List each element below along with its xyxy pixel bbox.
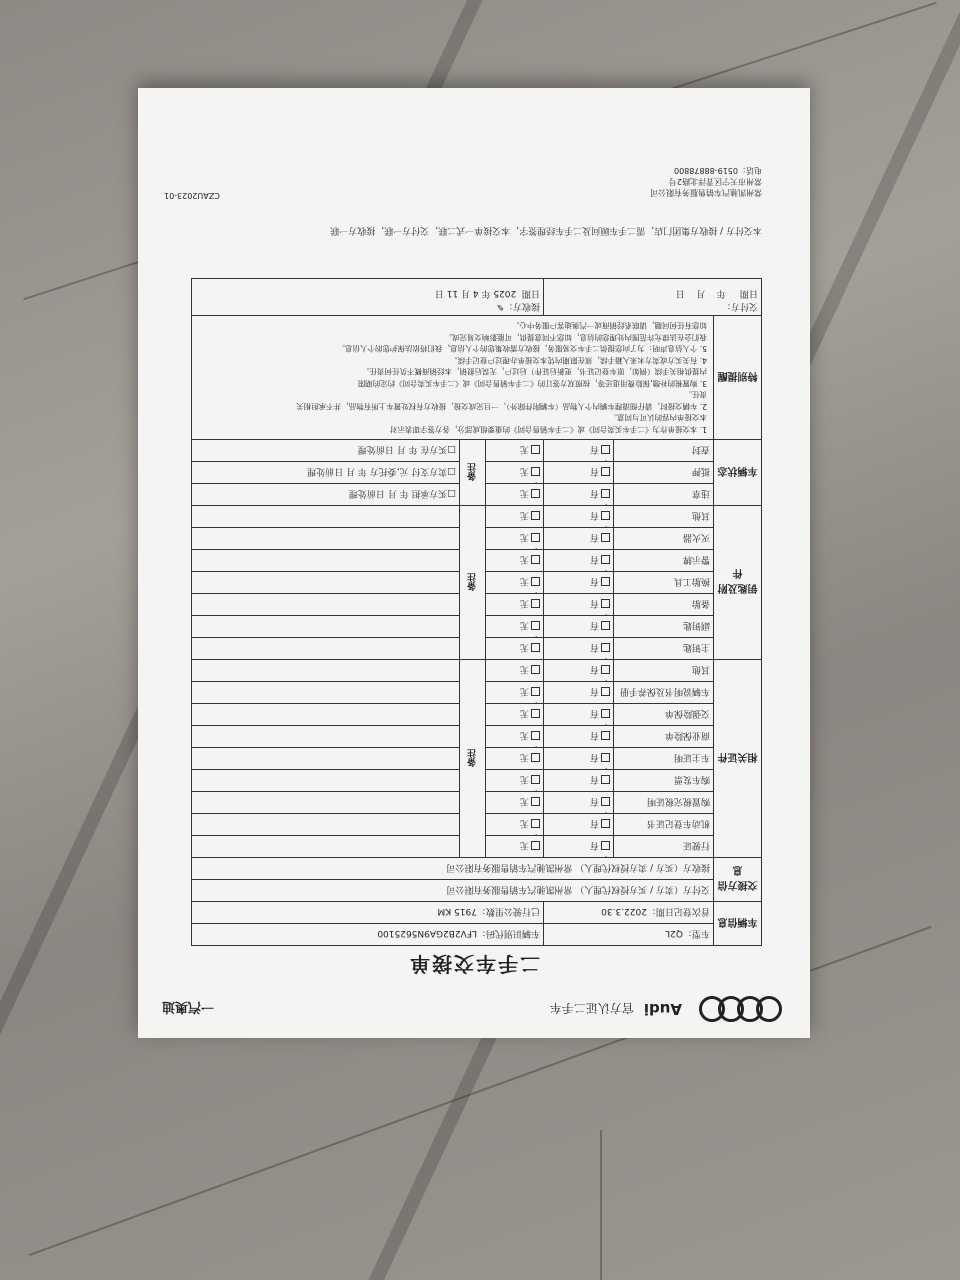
reminder-line: 我们会在法律允许范围内处理您的信息，如您不同意提供，可能影响交易完成。 [444,333,707,342]
brand-name: Audi [643,1000,682,1018]
reminder-line: 责任。 [684,390,707,400]
item-label: 抵押 [614,462,714,484]
section-label: 相关证件 [714,660,762,858]
vin-label: 车辆识别代码： [476,928,540,938]
reminder-text [191,316,713,440]
reminder-line: 2. 车辆交接时，请仔细清理车辆内个人物品（车辆附件除外），一旦完成交接，接收方有权处置车上所有物品，并不承担相关 [296,402,707,411]
reminder-line: 3. 购置税的补缴,保险费用退还等，按照双方签订的《二手车销售合同》或《二手车买卖合同》约定的期限 [357,379,707,388]
yes-option[interactable]: 有 [544,616,614,638]
deliver-value: 常州凯驰汽车销售服务有限公司 [446,884,573,894]
first-reg-label: 首次登记日期： [646,906,710,916]
reminder-line: 4. 有关买方或卖方未来入籍手续，须在限期内凭本交接单办理过户登记手续。 [449,356,707,365]
remark-field[interactable] [191,638,459,660]
item-label: 行驶证 [614,836,714,858]
item-label: 机动车登记证书 [614,814,714,836]
item-label: 其他 [614,506,714,528]
no-option[interactable]: 无 [486,660,544,682]
no-option[interactable]: 无 [486,462,544,484]
item-label: 车主证明 [614,748,714,770]
faw-audi-label: 一汽奥迪 [162,999,215,1014]
accessory-rows [191,506,761,660]
no-option[interactable]: 无 [486,836,544,858]
yes-option[interactable]: 有 [544,462,614,484]
no-option[interactable]: 无 [486,506,544,528]
item-label: 备胎 [614,594,714,616]
section-vehicle: 车辆信息 [714,902,762,946]
item-label: 车辆说明书及保养手册 [614,682,714,704]
no-option[interactable]: 无 [486,748,544,770]
receive-label: 接收方（买方 / 卖方授权代理人） [575,862,710,872]
reminder-line: 1. 本交接单作为《二手车买卖合同》或《二手车销售合同》的重要组成部分，各方签字即表示对 [389,425,707,434]
date-day: 日 [675,288,685,298]
remark-field[interactable]: □买方承担 年 月 日前处理 [191,484,459,506]
deliver-label: 交付方（卖方 / 买方授权代理人） [575,884,710,894]
mileage-unit: KM [437,906,452,916]
item-label: 购车发票 [614,770,714,792]
no-option[interactable]: 无 [486,792,544,814]
handover-form-paper [138,88,810,1038]
dealer-address [650,165,762,198]
item-label: 其他 [614,660,714,682]
receive-signature: ✎ [496,301,504,311]
remark-label: 备注 [460,660,486,858]
model-value: Q2L [665,928,683,938]
address-line: 常州凯驰汽车销售服务有限公司 [650,188,762,197]
yes-option[interactable]: 有 [544,748,614,770]
remark-field[interactable] [191,594,459,616]
remark-field[interactable] [191,792,459,814]
receive-date-filled: 2025 年 4 月 11 日 [434,288,517,298]
receive-value: 常州凯驰汽车销售服务有限公司 [446,862,573,872]
item-label: 违章 [614,484,714,506]
remark-label: 备注 [460,506,486,660]
item-label: 主钥匙 [614,638,714,660]
no-option[interactable]: 无 [486,484,544,506]
audi-rings-logo [706,996,782,1022]
yes-option[interactable]: 有 [544,660,614,682]
remark-field[interactable] [191,836,459,858]
address-line: 电话：0519-88878800 [674,166,762,175]
yes-option[interactable]: 有 [544,726,614,748]
audi-brand [550,996,782,1022]
address-line: 常州市天宁区青洋北路2号 [668,177,762,186]
mileage-value: 7915 [454,906,477,916]
remark-field[interactable] [191,506,459,528]
status-rows [191,440,761,506]
no-option[interactable]: 无 [486,572,544,594]
handover-table [191,278,762,946]
section-parties: 交接方信息 [714,858,762,902]
remark-field[interactable]: □卖方支付 元,委托方 年 月 日前处理 [191,462,459,484]
remark-field[interactable] [191,528,459,550]
remark-field[interactable] [191,682,459,704]
yes-option[interactable]: 有 [544,440,614,462]
remark-field[interactable] [191,572,459,594]
reminder-line: 内提供相关手续（例如，原车登记证书，更新后证件）后过户，无误后报销，本经销商概不负任何责任。 [362,367,707,377]
reminder-line: 5. 个人信息声明：为了向您提供二手车交易服务，接收方需收集您的个人信息，我们将依法保护您的个人信息。 [337,344,707,354]
no-option[interactable]: 无 [486,814,544,836]
item-label: 商业保险单 [614,726,714,748]
no-option[interactable]: 无 [486,682,544,704]
yes-option[interactable]: 有 [544,572,614,594]
yes-option[interactable]: 有 [544,594,614,616]
remark-field[interactable] [191,660,459,682]
item-label: 购置税完税证明 [614,792,714,814]
no-option[interactable]: 无 [486,550,544,572]
item-label: 警示牌 [614,550,714,572]
yes-option[interactable]: 有 [544,836,614,858]
item-label: 交强险保单 [614,704,714,726]
section-label: 车辆状态 [714,440,762,506]
no-option[interactable]: 无 [486,638,544,660]
remark-field[interactable] [191,550,459,572]
yes-option[interactable]: 有 [544,770,614,792]
date-label: 日期 [739,288,758,298]
no-option[interactable]: 无 [486,726,544,748]
date-month: 月 [696,288,706,298]
item-label: 副钥匙 [614,616,714,638]
yes-option[interactable]: 有 [544,792,614,814]
form-code: CZAU2023-01 [164,191,220,200]
remark-field[interactable] [191,814,459,836]
form-title: 二手车交接单 [408,952,540,976]
remark-field[interactable]: □买方在 年 月 日前处理 [191,440,459,462]
yes-option[interactable]: 有 [544,638,614,660]
no-option[interactable]: 无 [486,528,544,550]
first-reg-value: 2022.3.30 [601,906,647,916]
date-year: 年 [716,288,726,298]
date-label-2: 日期 [521,288,540,298]
footer-note: 本交付方 / 接收方集团门店，需二手车顾问及二手车经理签字，本交接单一式二联，交付方一联，接收方一联 [330,225,762,235]
item-label: 换胎工具 [614,572,714,594]
item-label: 灭火器 [614,528,714,550]
remark-field[interactable] [191,726,459,748]
no-option[interactable]: 无 [486,616,544,638]
remark-field[interactable] [191,616,459,638]
item-label: 查封 [614,440,714,462]
yes-option[interactable]: 有 [544,682,614,704]
yes-option[interactable]: 有 [544,506,614,528]
yes-option[interactable]: 有 [544,484,614,506]
no-option[interactable]: 无 [486,440,544,462]
remark-label: 备注 [460,440,486,506]
form-row [191,638,761,660]
docs-rows [191,660,761,858]
section-label: 钥匙及附件 [714,506,762,660]
floor-seam [600,1130,602,1280]
section-reminder: 特别提醒 [714,316,762,440]
remark-field[interactable] [191,704,459,726]
yes-option[interactable]: 有 [544,814,614,836]
no-option[interactable]: 无 [486,704,544,726]
model-label: 车型： [682,928,710,938]
form-row [191,484,761,506]
reminder-line: 本交接单内容的认可与同意。 [609,413,707,423]
mileage-label: 已行驶公里数： [476,906,540,916]
remark-field[interactable] [191,748,459,770]
remark-field[interactable] [191,770,459,792]
yes-option[interactable]: 有 [544,528,614,550]
yes-option[interactable]: 有 [544,550,614,572]
vin-value: LFV2B2GA9N5625100 [377,928,477,938]
no-option[interactable]: 无 [486,594,544,616]
form-row [191,836,761,858]
deliver-sign-label: 交付方： [721,301,758,311]
brand-cert: 官方认证二手车 [549,1001,634,1016]
no-option[interactable]: 无 [486,770,544,792]
reminder-line: 如您有任何问题，请联系经销商或一汽奥迪客户服务中心。 [512,321,707,331]
receive-sign-label: 接收方： [503,301,540,311]
yes-option[interactable]: 有 [544,704,614,726]
